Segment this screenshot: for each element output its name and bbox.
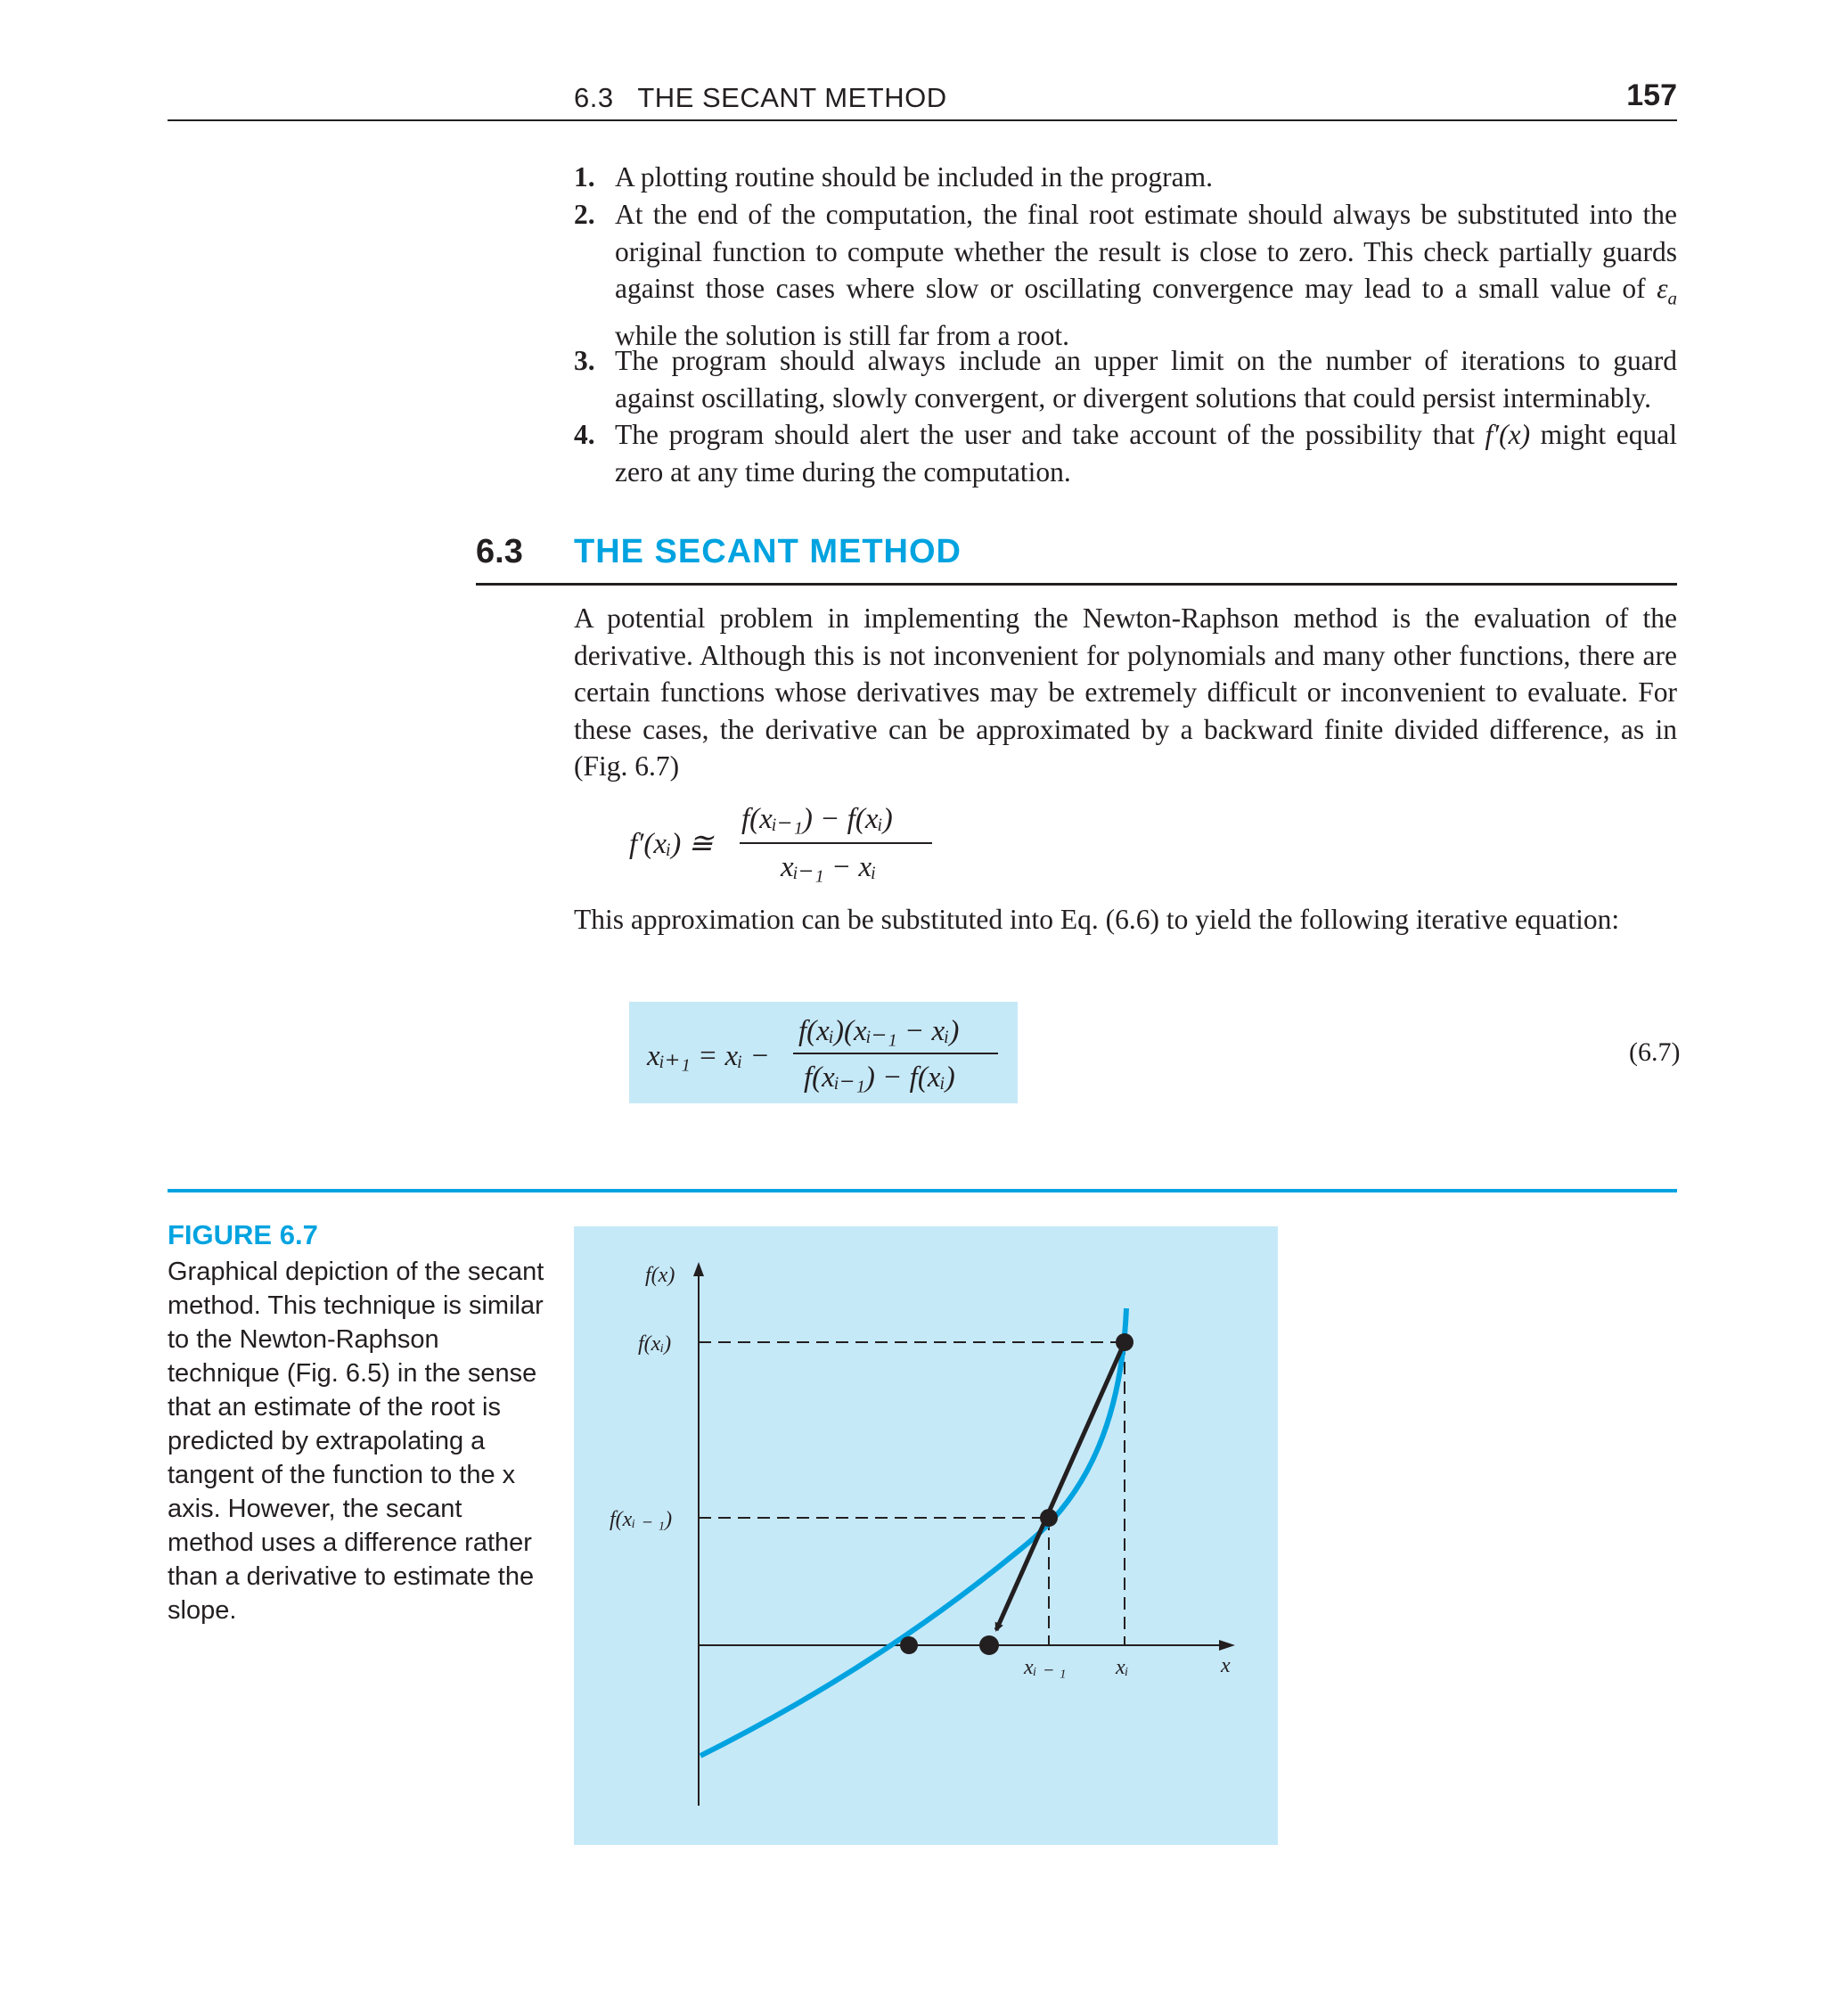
x-axis-label: x (1221, 1654, 1231, 1677)
list-item (574, 159, 1677, 196)
point-new-estimate (979, 1635, 999, 1655)
section-title: THE SECANT METHOD (574, 533, 962, 570)
equation-b-numerator: f(xᵢ)(xᵢ₋₁ − xᵢ) (798, 1015, 960, 1047)
fraction-bar (793, 1053, 998, 1054)
figure-label: FIGURE 6.7 (168, 1219, 318, 1250)
label-fxi: f(xᵢ) (638, 1332, 672, 1356)
equation-a-denominator: xᵢ₋₁ − xᵢ (781, 851, 877, 883)
list-text-part: while the solution is still far from a root. (615, 319, 1070, 351)
page-number: 157 (1626, 78, 1677, 112)
derivative-math: f′(x) (1485, 419, 1531, 450)
section-number: 6.3 (476, 533, 523, 570)
y-axis-label: f(x) (645, 1264, 675, 1287)
point-xim1 (1040, 1509, 1058, 1527)
figure-panel (574, 1226, 1278, 1845)
list-number: 3. (574, 345, 595, 376)
secant-line (996, 1342, 1125, 1630)
list-item (574, 196, 1677, 354)
point-xi (1116, 1333, 1133, 1351)
running-title: 6.3 THE SECANT METHOD (574, 82, 947, 113)
list-text (615, 416, 1677, 490)
list-number: 1. (574, 161, 595, 193)
paragraph-intro: A potential problem in implementing the Newton-Raphson method is the evaluation of the derivative. Although this is not inconvenient for polynomials and many other functions, there are certain functions whose derivatives may be extremely difficult or inconvenient to evaluate. For these cases, the derivative can be approximated by a backward finite divided difference, as in (Fig. 6.7) (574, 602, 1677, 782)
running-header (168, 78, 1677, 121)
fraction-bar (740, 842, 932, 844)
equation-a-numerator: f(xᵢ₋₁) − f(xᵢ) (741, 803, 893, 835)
list-number: 4. (574, 419, 595, 450)
figure-rule (168, 1189, 1677, 1192)
x-axis-arrow-icon (1219, 1640, 1235, 1651)
equation-b-denominator: f(xᵢ₋₁) − f(xᵢ) (804, 1061, 955, 1094)
point-true-root (900, 1636, 918, 1654)
equation-b-lhs: xᵢ₊₁ = xᵢ − (647, 1040, 770, 1072)
list-text-part: The program should alert the user and take account of the possibility that (615, 419, 1485, 450)
label-fxim1: f(xᵢ ₋ ₁) (610, 1508, 673, 1531)
list-text-part: might equal zero at any time during the computation. (615, 419, 1677, 488)
list-text: A plotting routine should be included in the program. (615, 161, 1214, 193)
section-heading (476, 531, 1677, 586)
label-xim1: xᵢ ₋ ₁ (1024, 1656, 1067, 1679)
epsilon-subscript: a (1667, 287, 1677, 309)
y-axis-arrow-icon (693, 1262, 704, 1276)
list-text: The program should always include an upper limit on the number of iterations to guard against oscillating, slowly convergent, or divergent solutions that could persist interminably. (615, 345, 1677, 414)
list-text (615, 196, 1677, 354)
list-item (574, 416, 1677, 490)
secant-diagram (574, 1226, 1278, 1845)
epsilon-symbol: ε (1657, 273, 1668, 304)
list-text-part: At the end of the computation, the final root estimate should always be substituted into the original function to compute whether the result is close to zero. This check partially guards against those cases where slow or oscillating convergence may lead to a small value of (615, 199, 1677, 304)
equation-a-lhs: f′(xᵢ) ≅ (629, 828, 714, 860)
function-curve (700, 1308, 1129, 1756)
figure-caption: Graphical depiction of the secant method. This technique is similar to the Newton-Raphson technique (Fig. 6.5) in the sense that an estimate of the root is predicted by extrapolating a tangent of the function to the x axis. However, the secant method uses a difference rather than a derivative to estimate the slope. (168, 1258, 544, 1625)
list-number: 2. (574, 199, 595, 230)
label-xi: xᵢ (1116, 1656, 1129, 1679)
list-item (574, 342, 1677, 416)
paragraph-substitution: This approximation can be substituted into Eq. (6.6) to yield the following iterative equation: (574, 904, 1620, 935)
equation-number: (6.7) (1629, 1037, 1681, 1067)
